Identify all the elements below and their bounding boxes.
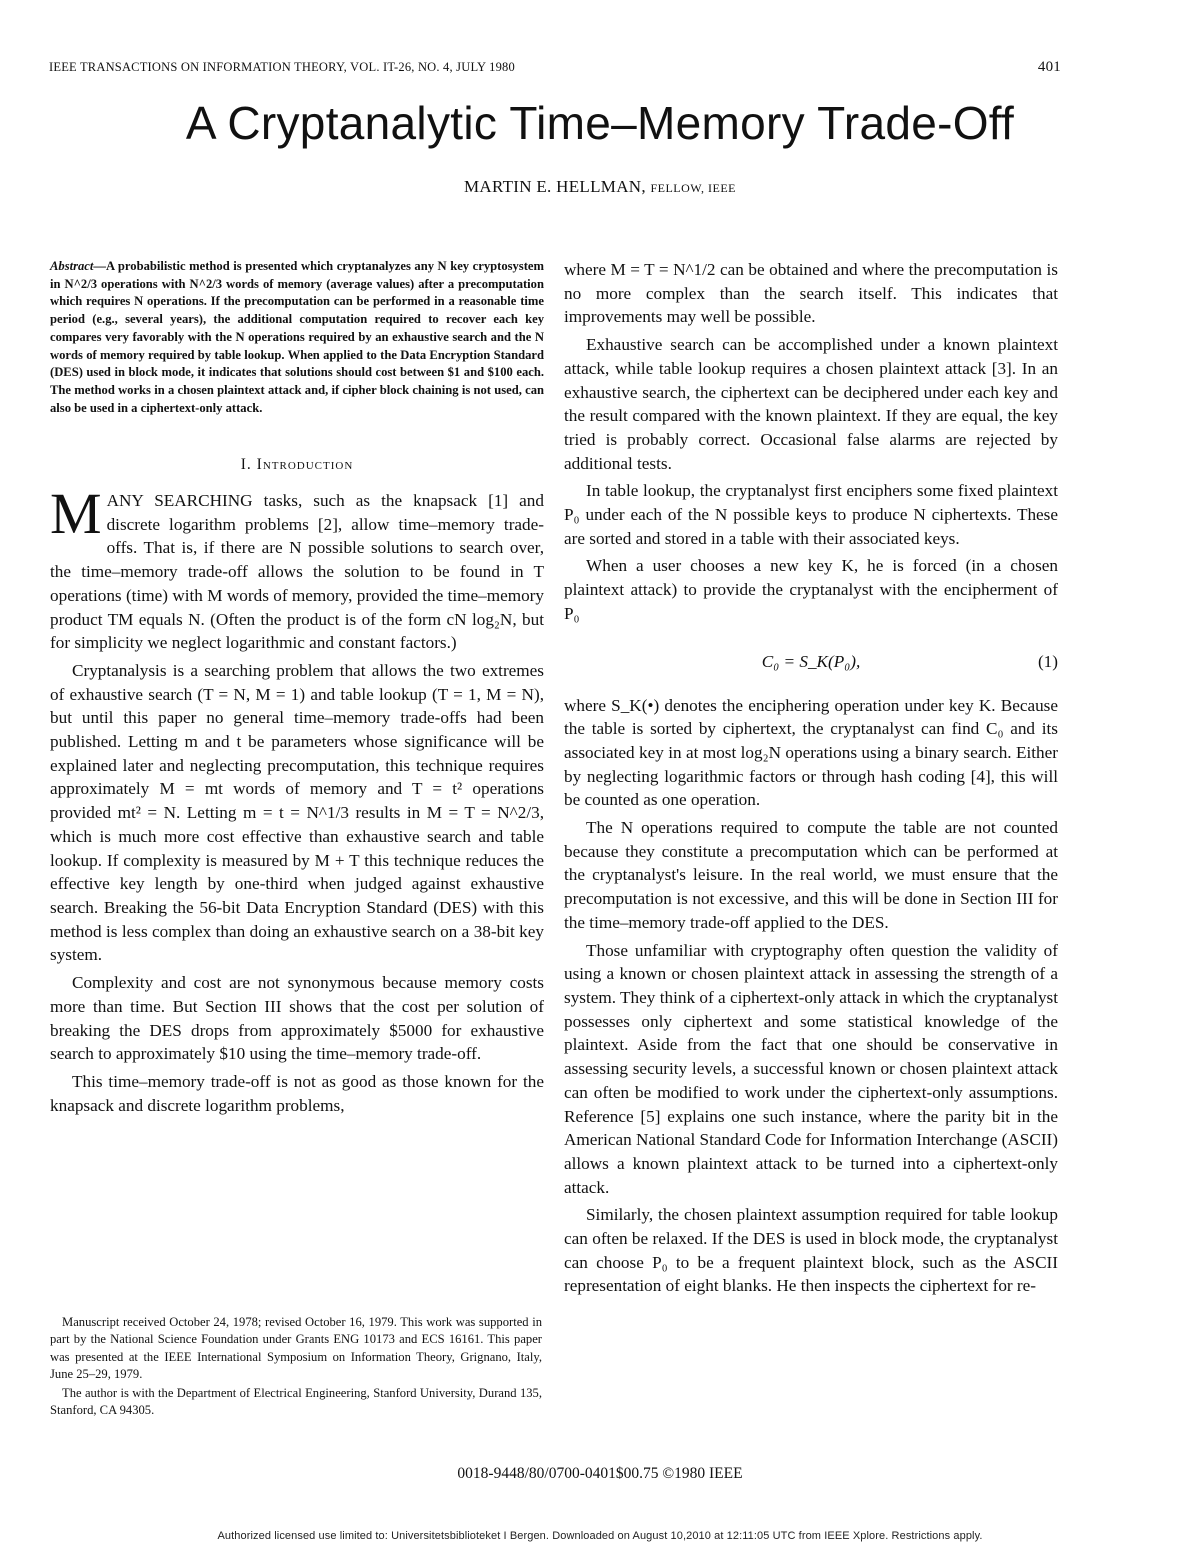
author-affiliation: FELLOW, IEEE <box>650 181 737 195</box>
abstract-lead: Abstract <box>50 259 94 273</box>
body-paragraph: Exhaustive search can be accomplished under a known plaintext attack, while table lookup requires a chosen plaintext attack [3]. In an exhaustive search, the ciphertext can be deciphered under each key and the result compared with the known plaintext. If they are equal, the key tried is probably correct. Occasional false alarms are rejected by additional tests. <box>564 335 1058 473</box>
section-number: I. <box>240 456 252 474</box>
body-paragraph: The N operations required to compute the table are not counted because they constitute a precomputation which can be performed at the cryptanalyst's leisure. In the real world, we must ensure that the precomputation is not excessive, and this will be done in Section III for the time–memory trade-off applied to the DES. <box>564 818 1058 932</box>
left-column <box>50 258 544 1117</box>
equation-1 <box>564 640 1058 686</box>
abstract-text: —A probabilistic method is presented which cryptanalyzes any N key cryptosystem in N^2/3 operations with N^2/3 words of memory (average values) after a precomputation which requires N operations. If the precomputation can be performed in a reasonable time period (e.g., several years), the additional computation required to recover each key compares very favorably with the N operations required by an exhaustive search and the N words of memory required by table lookup. When applied to the Data Encryption Standard (DES) used in block mode, it indicates that solutions should cost between $1 and $100 each. The method works in a chosen plaintext attack and, if cipher block chaining is not used, can also be used in a ciphertext-only attack. <box>50 259 544 415</box>
intro-paragraph-3: Complexity and cost are not synonymous because memory costs more than time. But Section III shows that the cost per solution of breaking the DES drops from approximately $5000 for exhaustive search to approximately $10 using the time–memory trade-off. <box>50 973 544 1064</box>
body-paragraph: where S_K(•) denotes the enciphering operation under key K. Because the table is sorted by ciphertext, the cryptanalyst can find C₀ and its associated key in at most log₂N operations using a binary search. Either by neglecting logarithmic factors or through hash coding [4], this will be counted as one operation. <box>564 695 1058 810</box>
body-paragraph: Those unfamiliar with cryptography often question the validity of using a known or chosen plaintext attack in assessing the strength of a system. They think of a ciphertext-only attack in which the cryptanalyst possesses only ciphertext and some statistical knowledge of the plaintext. Aside from the fact that one should be conservative in assessing security levels, a successful known or chosen plaintext attack can often be modified to work under the ciphertext-only assumptions. Reference [5] explains one such instance, where the parity bit in the American National Standard Code for Information Interchange (ASCII) allows a known plaintext attack to be turned into a ciphertext-only attack. <box>564 940 1058 1197</box>
section-heading <box>50 453 544 477</box>
paragraph-text: ANY SEARCHING tasks, such as the knapsack [1] and discrete logarithm problems [2], allow time–memory trade-offs. That is, if there are N possible solutions to search over, the time–memory trade-off allows the solution to be found in T operations (time) with M words of memory, provided the time–memory product TM equals N. (Often the product is of the form cN log₂N, but for simplicity we neglect logarithmic and constant factors.) <box>50 491 544 653</box>
equation-number: (1) <box>1037 651 1058 671</box>
footnote-manuscript: Manuscript received October 24, 1978; revised October 16, 1979. This work was supported in part by the National Science Foundation under Grants ENG 10173 and ECS 16161. This paper was presented at the IEEE International Symposium on Information Theory, Grignano, Italy, June 25–29, 1979. <box>50 1315 542 1381</box>
intro-paragraph-1 <box>50 481 544 655</box>
footnote-author: The author is with the Department of Electrical Engineering, Stanford University, Durand 135, Stanford, CA 94305. <box>50 1386 542 1418</box>
equation-body: C₀ = S_K(P₀), <box>761 651 861 671</box>
paper-title: A Cryptanalytic Time–Memory Trade-Off <box>185 97 1015 149</box>
page-number: 401 <box>1037 59 1061 75</box>
section-title: Introduction <box>256 456 354 474</box>
running-head <box>49 60 1061 75</box>
license-notice: Authorized licensed use limited to: Universitetsbiblioteket I Bergen. Downloaded on August 10,2010 at 12:11:05 UTC from IEEE Xplore. Restrictions apply. <box>217 1530 983 1542</box>
right-column <box>564 258 1058 1298</box>
abstract <box>50 258 544 417</box>
author-name: MARTIN E. HELLMAN, <box>463 177 646 196</box>
body-paragraph: When a user chooses a new key K, he is forced (in a chosen plaintext attack) to provide the cryptanalyst with the encipherment of P₀ <box>564 556 1058 623</box>
intro-paragraph-4: This time–memory trade-off is not as good as those known for the knapsack and discrete logarithm problems, <box>50 1071 544 1115</box>
intro-paragraph-2: Cryptanalysis is a searching problem that allows the two extremes of exhaustive search (T = N, M = 1) and table lookup (T = 1, M = N), but until this paper no general time–memory trade-offs had been published. Letting m and t be parameters whose significance will be explained later and neglecting precomputation, this technique requires approximately M = mt words of memory and T = t² operations provided mt² = N. Letting m = t = N^1/3 results in M = T = N^2/3, which is much more cost effective than exhaustive search and table lookup. If complexity is measured by M + T this technique reduces the effective key length by one-third when judged against exhaustive search. Breaking the 56-bit Data Encryption Standard (DES) with this method is less complex than doing an exhaustive search on a 38-bit key system. <box>50 660 544 965</box>
drop-cap: M <box>50 481 102 547</box>
author-line <box>0 177 1120 197</box>
journal-citation: IEEE TRANSACTIONS ON INFORMATION THEORY, VOL. IT-26, NO. 4, JULY 1980 <box>49 60 515 74</box>
footnotes <box>50 1314 542 1420</box>
copyright-line: 0018-9448/80/0700-0401$00.75 ©1980 IEEE <box>457 1465 743 1482</box>
body-paragraph: Similarly, the chosen plaintext assumption required for table lookup can often be relaxed. If the DES is used in block mode, the cryptanalyst can choose P₀ to be a frequent plaintext block, such as the ASCII representation of eight blanks. He then inspects the ciphertext for re- <box>564 1205 1058 1296</box>
body-paragraph: where M = T = N^1/2 can be obtained and where the precomputation is no more complex than the search itself. This indicates that improvements may well be possible. <box>564 260 1058 327</box>
body-paragraph: In table lookup, the cryptanalyst first enciphers some fixed plaintext P₀ under each of the N possible keys to produce N ciphertexts. These are sorted and stored in a table with their associated keys. <box>564 481 1058 548</box>
